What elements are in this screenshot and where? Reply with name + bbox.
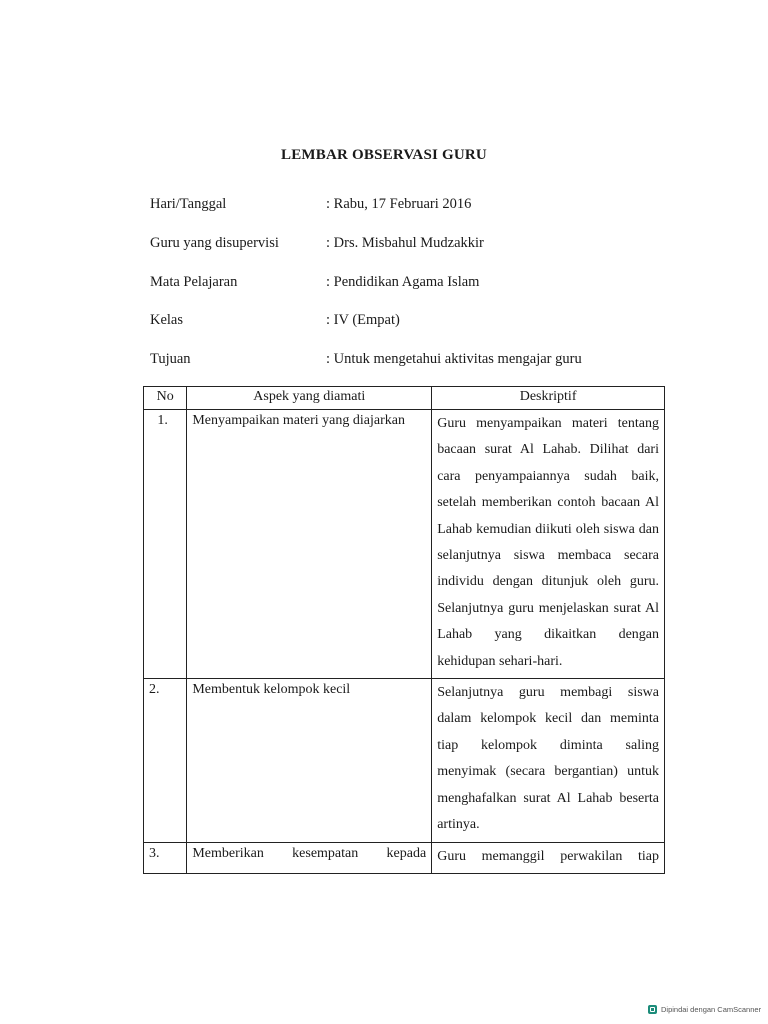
header-no: No [144, 387, 187, 410]
row-aspek [187, 842, 432, 873]
info-value: : Drs. Misbahul Mudzakkir [326, 234, 484, 251]
info-label: Tujuan [150, 351, 191, 368]
row-number: 2. [144, 679, 187, 842]
deskriptif-text: Selanjutnya guru membagi siswa dalam kelompok kecil dan meminta tiap kelompok diminta saling menyimak (secara bergantian) untuk menghafalkan surat Al Lahab beserta artinya. [437, 685, 659, 833]
info-row-mata-pelajaran [150, 274, 670, 313]
page-title: LEMBAR OBSERVASI GURU [281, 147, 487, 163]
info-value: : IV (Empat) [326, 312, 400, 329]
camscanner-watermark [648, 1005, 761, 1014]
camscanner-text: Dipindai dengan CamScanner [661, 1005, 762, 1014]
table-row [144, 842, 665, 873]
row-deskriptif [432, 410, 665, 679]
info-row-hari-tanggal [150, 196, 670, 235]
row-deskriptif [432, 842, 665, 873]
aspek-text: Memberikan kesempatan kepada [192, 845, 427, 861]
camscanner-logo-icon [648, 1005, 657, 1014]
row-aspek: Menyampaikan materi yang diajarkan [187, 410, 432, 679]
info-value: : Pendidikan Agama Islam [326, 273, 480, 290]
info-label: Mata Pelajaran [150, 273, 238, 290]
table-row [144, 679, 665, 842]
row-deskriptif [432, 679, 665, 842]
info-value: : Rabu, 17 Februari 2016 [326, 196, 472, 212]
table-row [144, 410, 665, 679]
row-number: 3. [144, 842, 187, 873]
table-header-row [144, 387, 665, 410]
info-section [150, 196, 670, 390]
header-deskriptif: Deskriptif [432, 387, 665, 410]
info-label: Kelas [150, 312, 184, 329]
deskriptif-text: Guru memanggil perwakilan tiap [437, 848, 659, 864]
header-aspek: Aspek yang diamati [187, 387, 432, 410]
info-row-tujuan [150, 351, 670, 390]
info-row-kelas [150, 312, 670, 351]
deskriptif-text: Guru menyampaikan materi tentang bacaan surat Al Lahab. Dilihat dari cara penyampaiannya sudah baik, setelah memberikan contoh bacaan Al Lahab kemudian diikuti oleh siswa dan selanjutnya siswa membaca secara individu dengan ditunjuk oleh guru. Selanjutnya guru menjelaskan surat Al Lahab yang dikaitkan dengan kehidupan sehari-hari. [437, 416, 659, 669]
row-number: 1. [144, 410, 187, 679]
observation-table [143, 386, 665, 874]
info-label: Hari/Tanggal [150, 196, 227, 212]
info-value: : Untuk mengetahui aktivitas mengajar guru [326, 351, 582, 368]
info-row-guru [150, 235, 670, 274]
info-label: Guru yang disupervisi [150, 234, 279, 251]
row-aspek: Membentuk kelompok kecil [187, 679, 432, 842]
